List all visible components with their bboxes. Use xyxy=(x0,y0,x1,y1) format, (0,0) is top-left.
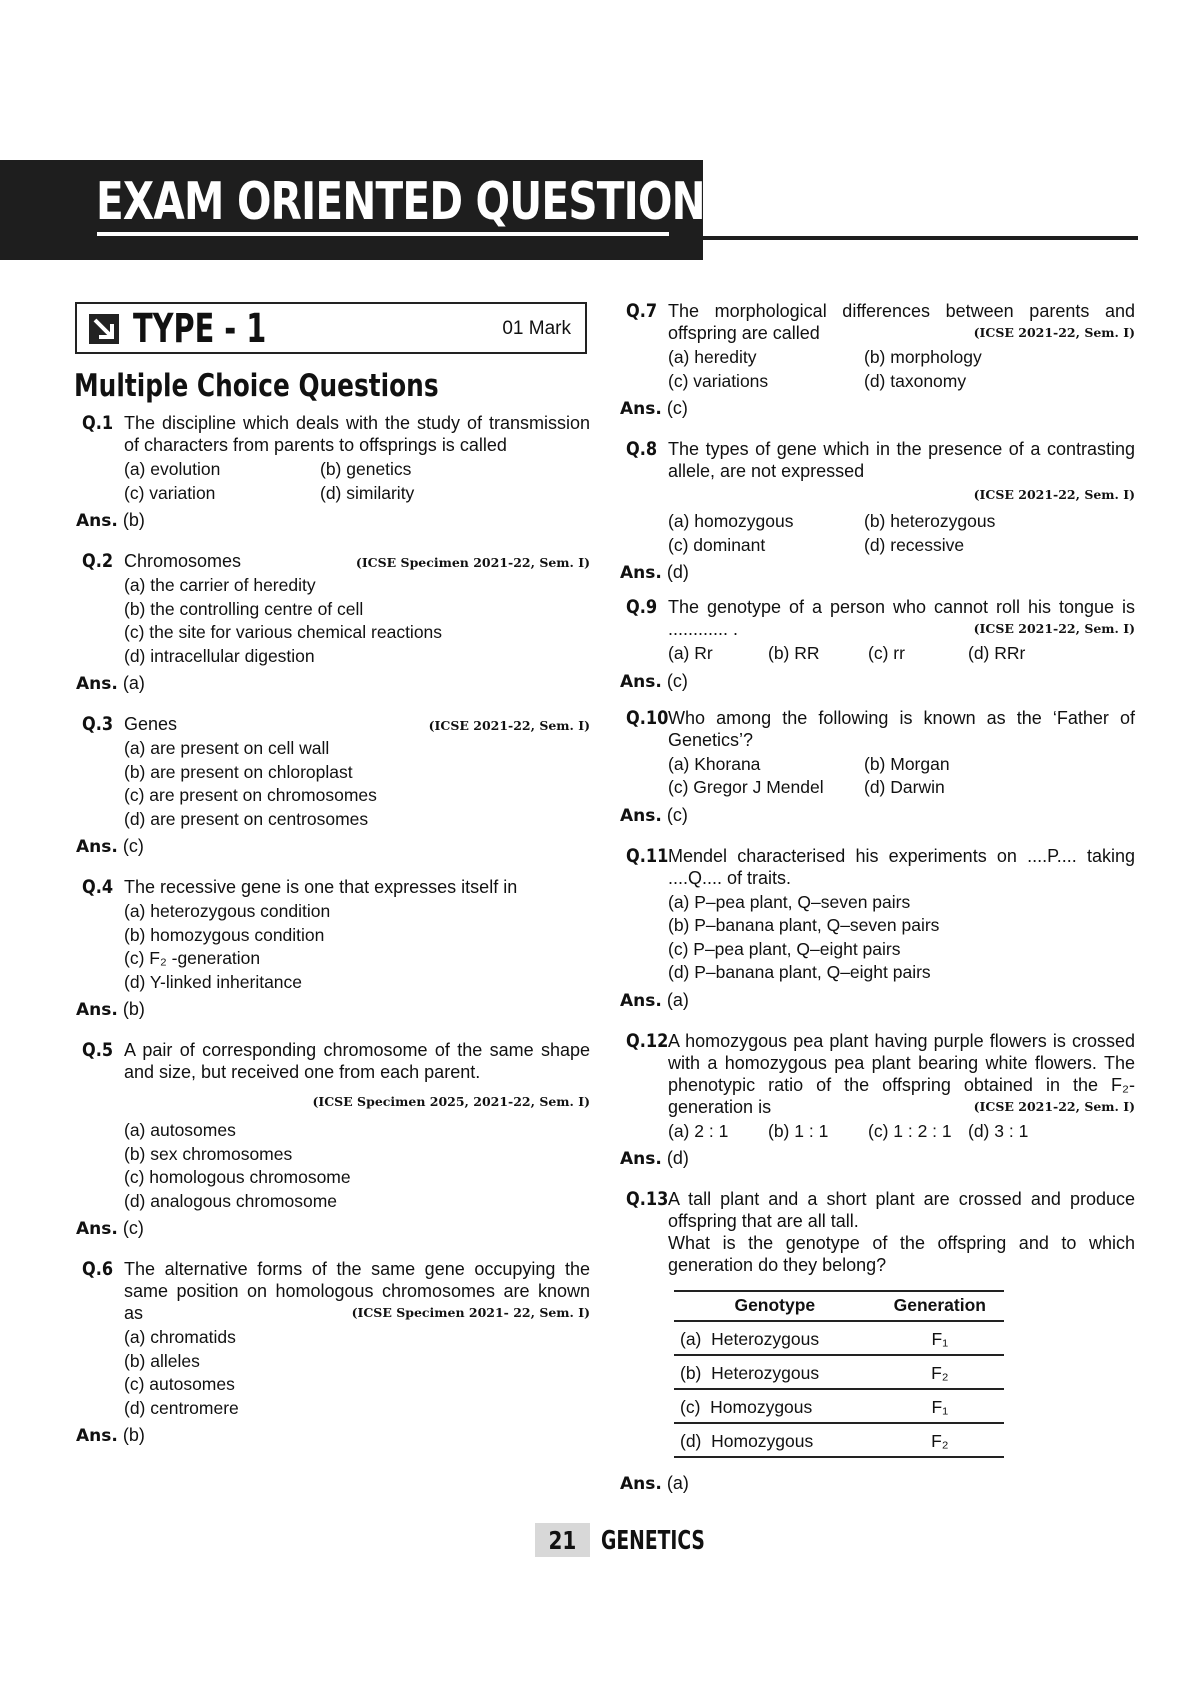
question-number: Q.10 xyxy=(626,706,669,729)
option: (d) centromere xyxy=(124,1397,239,1418)
question-source: (ICSE 2021-22, Sem. I) xyxy=(428,718,590,733)
option: (b) alleles xyxy=(124,1350,200,1371)
option: (a) heredity xyxy=(668,347,757,367)
option: (a) homozygous xyxy=(668,511,794,531)
page-number: 21 xyxy=(548,1526,577,1555)
options xyxy=(668,642,1135,666)
genotype-value: Homozygous xyxy=(710,1397,813,1417)
question-number: Q.8 xyxy=(626,438,658,460)
option: (b) genetics xyxy=(320,459,412,479)
option: (a) 2 : 1 xyxy=(668,1120,729,1141)
question-stem-2: What is the genotype of the offspring and to which generation do they belong? xyxy=(668,1233,1135,1275)
genotype-value: Heterozygous xyxy=(711,1329,820,1349)
title-underline xyxy=(97,232,669,236)
question-stem: The recessive gene is one that expresses itself in xyxy=(124,877,518,897)
option-letter: (c) xyxy=(680,1397,701,1417)
answer-value: (b) xyxy=(122,999,145,1019)
option: (d) intracellular digestion xyxy=(124,645,315,666)
question-stem: Genes xyxy=(124,714,178,734)
answer-label: Ans. xyxy=(620,1149,662,1169)
genotype-table xyxy=(674,1290,1004,1458)
question-source: (ICSE 2021-22, Sem. I) xyxy=(973,487,1135,502)
question-2 xyxy=(76,550,590,695)
answer-value: (c) xyxy=(666,804,688,825)
option: (b) sex chromosomes xyxy=(124,1143,293,1164)
question-9 xyxy=(620,596,1135,693)
answer-label: Ans. xyxy=(620,671,662,692)
option: (c) P–pea plant, Q–eight pairs xyxy=(668,938,901,959)
table-header: Genotype xyxy=(674,1291,876,1321)
question-13 xyxy=(620,1188,1135,1495)
answer xyxy=(620,397,1135,420)
question-stem: A tall plant and a short plant are crossed and produce offspring that are all tall. xyxy=(668,1189,1135,1231)
header-rule xyxy=(703,236,1138,240)
page-title: EXAM ORIENTED QUESTIONS xyxy=(96,172,734,232)
answer-value: (d) xyxy=(666,562,689,582)
generation-value: F₂ xyxy=(876,1423,1004,1457)
options xyxy=(124,458,590,505)
question-6 xyxy=(76,1258,590,1447)
question-12 xyxy=(620,1030,1135,1171)
answer-label: Ans. xyxy=(620,399,662,419)
option: (a) the carrier of heredity xyxy=(124,575,316,595)
option: (c) F₂ -generation xyxy=(124,948,261,968)
answer-label: Ans. xyxy=(76,1219,118,1239)
answer-label: Ans. xyxy=(620,990,662,1011)
answer xyxy=(620,561,1135,584)
option: (d) P–banana plant, Q–eight pairs xyxy=(668,962,931,982)
answer-label: Ans. xyxy=(76,1426,118,1446)
option: (a) chromatids xyxy=(124,1327,236,1347)
option: (d) are present on centrosomes xyxy=(124,808,369,829)
options xyxy=(668,753,1135,800)
option: (c) homologous chromosome xyxy=(124,1167,351,1187)
question-4 xyxy=(76,876,590,1021)
options xyxy=(124,1119,590,1213)
option: (d) RRr xyxy=(968,643,1026,663)
question-1 xyxy=(76,412,590,532)
answer xyxy=(76,509,590,532)
question-source: (ICSE 2021-22, Sem. I) xyxy=(973,325,1135,340)
table-row xyxy=(674,1355,1004,1389)
option: (c) variation xyxy=(124,482,216,503)
table-cell xyxy=(674,1355,876,1389)
option: (b) the controlling centre of cell xyxy=(124,598,364,619)
question-8 xyxy=(620,438,1135,584)
chapter-name: GENETICS xyxy=(601,1526,705,1556)
answer xyxy=(620,989,1135,1012)
answer xyxy=(76,1424,590,1447)
option: (c) 1 : 2 : 1 xyxy=(868,1120,952,1141)
option: (c) dominant xyxy=(668,534,766,555)
option: (b) are present on chloroplast xyxy=(124,761,353,782)
genotype-value: Heterozygous xyxy=(711,1363,820,1383)
option: (c) the site for various chemical reactions xyxy=(124,622,443,642)
generation-value: F₂ xyxy=(876,1355,1004,1389)
options xyxy=(668,1120,1135,1144)
right-column xyxy=(620,300,1135,1507)
option: (c) Gregor J Mendel xyxy=(668,777,824,797)
question-number: Q.4 xyxy=(82,876,114,898)
table-cell xyxy=(674,1423,876,1457)
question-10 xyxy=(620,707,1135,827)
option: (b) RR xyxy=(768,643,820,663)
answer-value: (c) xyxy=(666,398,688,418)
question-number: Q.11 xyxy=(626,844,669,867)
option: (c) variations xyxy=(668,370,769,391)
table-row xyxy=(674,1423,1004,1457)
answer xyxy=(620,670,1135,693)
option: (b) homozygous condition xyxy=(124,924,325,945)
answer-label: Ans. xyxy=(76,674,118,694)
answer-label: Ans. xyxy=(620,805,662,826)
answer xyxy=(620,804,1135,827)
question-7 xyxy=(620,300,1135,420)
question-stem: A homozygous pea plant having purple flowers is crossed with a homozygous pea plant bearing white flowers. The phenotypic ratio of the offspring obtained in the F₂-generation is xyxy=(668,1030,1135,1117)
question-source: (ICSE 2021-22, Sem. I) xyxy=(973,621,1135,636)
option: (c) rr xyxy=(868,643,905,663)
option-letter: (b) xyxy=(680,1363,702,1383)
answer xyxy=(620,1472,1135,1495)
option: (d) taxonomy xyxy=(864,370,967,391)
option: (a) Rr xyxy=(668,643,713,663)
answer-value: (d) xyxy=(666,1148,689,1168)
question-number: Q.13 xyxy=(626,1188,669,1210)
answer xyxy=(76,835,590,858)
option: (a) evolution xyxy=(124,459,221,479)
options xyxy=(668,346,1135,393)
question-source: (ICSE Specimen 2025, 2021-22, Sem. I) xyxy=(312,1094,590,1109)
type-label: TYPE - 1 xyxy=(133,306,267,352)
answer xyxy=(620,1147,1135,1170)
answer-value: (c) xyxy=(122,836,144,856)
question-stem-row xyxy=(124,550,590,572)
options xyxy=(668,891,1135,985)
answer-value: (b) xyxy=(122,1425,145,1445)
option: (d) 3 : 1 xyxy=(968,1120,1029,1141)
question-stem: The morphological differences between parents and offspring are called xyxy=(668,301,1135,343)
question-5 xyxy=(76,1039,590,1240)
left-column xyxy=(76,412,590,1459)
option: (a) heterozygous condition xyxy=(124,901,331,921)
option: (b) P–banana plant, Q–seven pairs xyxy=(668,915,940,935)
table-row xyxy=(674,1321,1004,1355)
question-stem-row xyxy=(124,713,590,735)
answer xyxy=(76,998,590,1021)
section-title: Multiple Choice Questions xyxy=(74,368,439,404)
option: (d) recessive xyxy=(864,534,965,555)
answer-value: (b) xyxy=(122,510,145,530)
arrow-down-right-icon xyxy=(89,314,119,344)
option: (b) morphology xyxy=(864,347,982,367)
answer-label: Ans. xyxy=(76,837,118,857)
option: (a) Khorana xyxy=(668,753,761,774)
generation-value: F₁ xyxy=(876,1321,1004,1355)
question-number: Q.7 xyxy=(626,300,658,322)
question-11 xyxy=(620,845,1135,1012)
options xyxy=(124,1326,590,1420)
question-source: (ICSE Specimen 2021-22, Sem. I) xyxy=(355,555,590,570)
question-stem: Who among the following is known as the ‘Father of Genetics’? xyxy=(668,707,1135,750)
type-box xyxy=(75,302,587,354)
option: (b) heterozygous xyxy=(864,511,996,531)
option: (c) are present on chromosomes xyxy=(124,785,377,805)
answer-value: (a) xyxy=(666,989,689,1010)
question-source: (ICSE 2021-22, Sem. I) xyxy=(973,1098,1135,1114)
question-number: Q.1 xyxy=(82,412,114,434)
answer-value: (c) xyxy=(666,670,688,691)
question-stem: The types of gene which in the presence of a contrasting allele, are not expressed xyxy=(668,439,1135,481)
table-header-row xyxy=(674,1291,1004,1321)
option: (d) Darwin xyxy=(864,777,945,797)
question-number: Q.3 xyxy=(82,713,114,735)
answer-value: (c) xyxy=(122,1218,144,1238)
question-number: Q.9 xyxy=(626,596,658,618)
answer-label: Ans. xyxy=(620,1474,662,1494)
options xyxy=(668,510,1135,557)
genotype-value: Homozygous xyxy=(711,1431,814,1451)
options xyxy=(124,900,590,994)
question-number: Q.6 xyxy=(82,1258,114,1280)
page-number-box xyxy=(535,1523,590,1557)
option: (d) Y-linked inheritance xyxy=(124,971,303,992)
option: (b) Morgan xyxy=(864,753,950,774)
table-header: Generation xyxy=(876,1291,1004,1321)
option: (a) are present on cell wall xyxy=(124,738,330,758)
question-stem: The discipline which deals with the study of transmission of characters from parents to offsprings is called xyxy=(124,413,590,455)
question-stem: Mendel characterised his experiments on ....P.... taking ....Q.... of traits. xyxy=(668,845,1135,888)
option-letter: (a) xyxy=(680,1329,702,1349)
options xyxy=(124,574,590,668)
answer-label: Ans. xyxy=(76,1000,118,1020)
answer-label: Ans. xyxy=(620,563,662,583)
question-stem: Chromosomes xyxy=(124,551,242,571)
question-number: Q.5 xyxy=(82,1039,114,1061)
option-letter: (d) xyxy=(680,1431,702,1451)
answer-label: Ans. xyxy=(76,511,118,531)
option: (a) P–pea plant, Q–seven pairs xyxy=(668,891,911,912)
answer-value: (a) xyxy=(666,1473,689,1493)
question-stem: A pair of corresponding chromosome of the same shape and size, but received one from each parent. xyxy=(124,1040,590,1082)
option: (a) autosomes xyxy=(124,1120,236,1140)
question-number: Q.12 xyxy=(626,1029,669,1052)
answer-value: (a) xyxy=(122,673,145,693)
option: (d) analogous chromosome xyxy=(124,1190,338,1211)
question-stem: The genotype of a person who cannot roll his tongue is ............ . xyxy=(668,597,1135,639)
option: (b) 1 : 1 xyxy=(768,1120,829,1141)
option: (c) autosomes xyxy=(124,1374,235,1394)
option: (d) similarity xyxy=(320,482,415,503)
table-cell xyxy=(674,1389,876,1423)
table-cell xyxy=(674,1321,876,1355)
question-3 xyxy=(76,713,590,858)
generation-value: F₁ xyxy=(876,1389,1004,1423)
question-stem: The alternative forms of the same gene occupying the same position on homologous chromosomes are known as xyxy=(124,1259,590,1323)
answer xyxy=(76,672,590,695)
answer xyxy=(76,1217,590,1240)
options xyxy=(124,737,590,831)
marks-label: 01 Mark xyxy=(502,318,571,339)
question-number: Q.2 xyxy=(82,550,114,572)
table-row xyxy=(674,1389,1004,1423)
question-source: (ICSE Specimen 2021- 22, Sem. I) xyxy=(351,1305,590,1320)
